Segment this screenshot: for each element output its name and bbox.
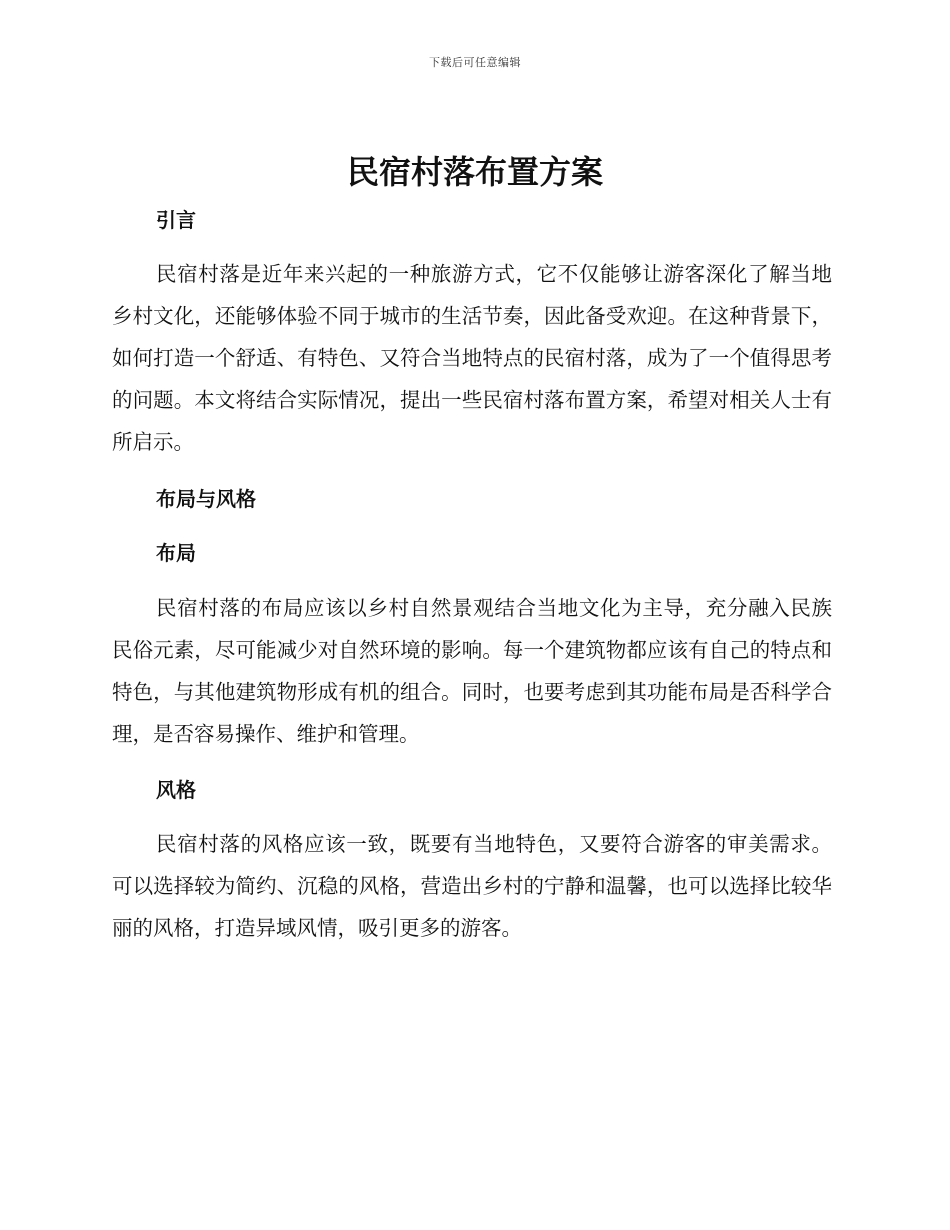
paragraph-style: 民宿村落的风格应该一致，既要有当地特色，又要符合游客的审美需求。可以选择较为简约、沉稳的风格，营造出乡村的宁静和温馨，也可以选择比较华丽的风格，打造异域风情，吸引更多的游客。: [112, 832, 832, 940]
paragraph-layout: 民宿村落的布局应该以乡村自然景观结合当地文化为主导，充分融入民族民俗元素，尽可能减少对自然环境的影响。每一个建筑物都应该有自己的特点和特色，与其他建筑物形成有机的组合。同时，也要考虑到其功能布局是否科学合理，是否容易操作、维护和管理。: [112, 596, 832, 746]
document-title: 民宿村落布置方案: [346, 153, 603, 191]
section-heading-layout-style: 布局与风格: [156, 487, 256, 511]
subsection-heading-style: 风格: [156, 778, 196, 802]
section-heading-intro: 引言: [156, 208, 196, 232]
paragraph-intro: 民宿村落是近年来兴起的一种旅游方式，它不仅能够让游客深化了解当地乡村文化，还能够体验不同于城市的生活节奏，因此备受欢迎。在这种背景下，如何打造一个舒适、有特色、又符合当地特点的民宿村落，成为了一个值得思考的问题。本文将结合实际情况，提出一些民宿村落布置方案，希望对相关人士有所启示。: [112, 262, 832, 454]
subsection-heading-layout: 布局: [156, 541, 196, 565]
header-note: 下载后可任意编辑: [429, 56, 521, 69]
